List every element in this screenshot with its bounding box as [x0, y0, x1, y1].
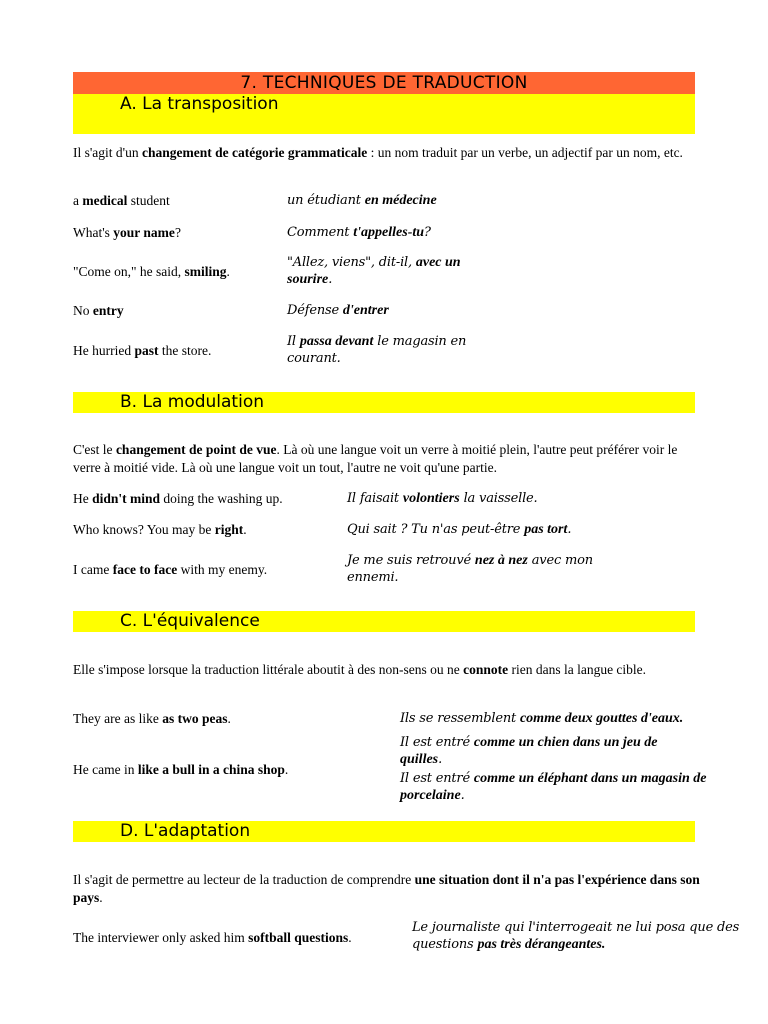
section-heading-equivalence — [73, 611, 695, 632]
text-run: Il est entré — [400, 735, 474, 750]
text-run: . Là où une langue voit un verre à moitié plein, l'autre peut préférer voir le verre à moitié vide. Là où une langue voit un tout, l'autre ne voit qu'une partie. — [73, 442, 678, 475]
text-run: No — [73, 303, 93, 318]
emphasized-text: pas tort — [524, 522, 568, 537]
text-run: They are as like — [73, 711, 163, 726]
page-title: 7. TECHNIQUES DE TRADUCTION — [73, 72, 695, 94]
emphasized-text: une situation dont il n'a pas l'expérience dans son pays — [73, 872, 700, 905]
source-sentence — [73, 929, 403, 946]
text-run: with my enemy. — [177, 562, 268, 577]
target-translation — [400, 710, 720, 727]
text-run: . — [226, 264, 230, 279]
section-intro — [73, 871, 703, 906]
text-run: . — [284, 762, 289, 777]
target-translation-alt — [400, 770, 720, 804]
target-translation — [287, 192, 487, 209]
text-run: le magasin en courant. — [287, 334, 467, 366]
emphasized-text: volontiers — [402, 491, 460, 506]
text-run: Ils se ressemblent — [400, 711, 520, 726]
emphasized-text: as two peas — [162, 711, 228, 726]
emphasized-text: t'appelles-tu — [353, 225, 425, 240]
text-run: the store. — [158, 343, 212, 358]
target-translation — [347, 552, 607, 586]
target-translation — [287, 333, 487, 367]
text-run: Il est entré — [400, 771, 474, 786]
text-run: . — [348, 930, 352, 945]
text-run: Qui sait ? Tu n'as peut-être — [347, 522, 525, 537]
source-sentence — [73, 490, 343, 507]
text-run: . — [227, 711, 231, 726]
text-run: ? — [424, 225, 431, 240]
emphasized-text: softball questions — [248, 930, 349, 945]
emphasized-text: right — [214, 522, 244, 537]
target-translation — [287, 254, 477, 288]
emphasized-text: nez à nez — [474, 553, 528, 568]
emphasized-text: like a bull in a china shop — [137, 762, 285, 777]
text-run: He came in — [73, 762, 138, 777]
text-run: "Allez, viens", dit-il, — [287, 255, 416, 270]
text-run: Who knows? You may be — [73, 522, 215, 537]
section-heading-text: A. La transposition — [120, 94, 279, 114]
target-translation — [412, 919, 742, 953]
emphasized-text: avec un sourire — [287, 255, 461, 287]
emphasized-text: connote — [463, 662, 509, 677]
emphasized-text: entry — [92, 303, 124, 318]
emphasized-text: pas très dérangeantes. — [477, 937, 606, 952]
text-run: Il s'agit d'un — [73, 145, 142, 160]
target-translation — [347, 490, 607, 507]
emphasized-text: didn't mind — [92, 491, 161, 506]
text-run: : un nom traduit par un verbe, un adjectif par un nom, etc. — [367, 145, 683, 160]
text-run: Défense — [287, 303, 343, 318]
emphasized-text: d'entrer — [342, 303, 389, 318]
text-run: un étudiant — [287, 193, 365, 208]
text-run: la vaisselle. — [459, 491, 538, 506]
text-run: Il — [287, 334, 300, 349]
emphasized-text: changement de catégorie grammaticale — [141, 145, 368, 160]
text-run: . — [328, 272, 333, 287]
section-intro — [73, 661, 703, 679]
emphasized-text: comme deux gouttes d'eaux. — [519, 711, 684, 726]
emphasized-text: en médecine — [364, 193, 437, 208]
text-run: Le journaliste qui l'interrogeait ne lui posa que des questions — [412, 920, 740, 952]
text-run: . — [567, 522, 572, 537]
text-run: . — [99, 889, 103, 905]
source-sentence — [73, 521, 343, 538]
text-run: The interviewer only asked him — [73, 930, 249, 945]
text-run: Comment — [287, 225, 354, 240]
text-run: rien dans la langue cible. — [508, 662, 647, 677]
text-run: He — [73, 491, 93, 506]
text-run: Il s'agit de permettre au lecteur de la traduction de comprendre — [73, 872, 415, 887]
emphasized-text: comme un chien dans un jeu de quilles — [400, 735, 658, 767]
emphasized-text: smiling — [184, 264, 227, 279]
emphasized-text: changement de point de vue — [115, 442, 277, 457]
text-run: student — [127, 193, 170, 208]
section-heading-adaptation — [73, 821, 695, 842]
target-translation — [347, 521, 607, 538]
text-run: . — [243, 522, 247, 537]
source-sentence — [73, 761, 343, 778]
text-run: avec mon ennemi. — [347, 553, 593, 585]
section-intro — [73, 441, 703, 476]
text-run: "Come on," he said, — [73, 264, 185, 279]
section-heading-text: B. La modulation — [120, 392, 264, 412]
emphasized-text: medical — [82, 193, 128, 208]
text-run: C'est le — [73, 442, 116, 457]
text-run: . — [438, 752, 443, 767]
text-run: Je me suis retrouvé — [347, 553, 475, 568]
emphasized-text: comme un éléphant dans un magasin de porcelaine — [400, 771, 707, 803]
text-run: a — [73, 193, 83, 208]
emphasized-text: face to face — [112, 562, 178, 577]
section-heading-transposition — [73, 94, 695, 134]
source-sentence — [73, 561, 343, 578]
text-run: Il faisait — [347, 491, 403, 506]
section-heading-modulation — [73, 392, 695, 413]
emphasized-text: past — [134, 343, 159, 358]
emphasized-text: passa devant — [299, 334, 374, 349]
target-translation — [400, 734, 690, 768]
source-sentence — [73, 710, 343, 727]
text-run: What's — [73, 225, 114, 240]
target-translation — [287, 224, 487, 241]
text-run: I came — [73, 562, 113, 577]
text-run: He hurried — [73, 343, 135, 358]
emphasized-text: your name — [113, 225, 175, 240]
text-run: Elle s'impose lorsque la traduction littérale aboutit à des non-sens ou ne — [73, 662, 464, 677]
text-run: . — [460, 788, 465, 803]
section-heading-text: C. L'équivalence — [120, 611, 260, 631]
target-translation — [287, 302, 487, 319]
text-run: doing the washing up. — [160, 491, 283, 506]
section-intro — [73, 144, 703, 162]
text-run: ? — [174, 225, 181, 240]
section-heading-text: D. L'adaptation — [120, 821, 251, 841]
